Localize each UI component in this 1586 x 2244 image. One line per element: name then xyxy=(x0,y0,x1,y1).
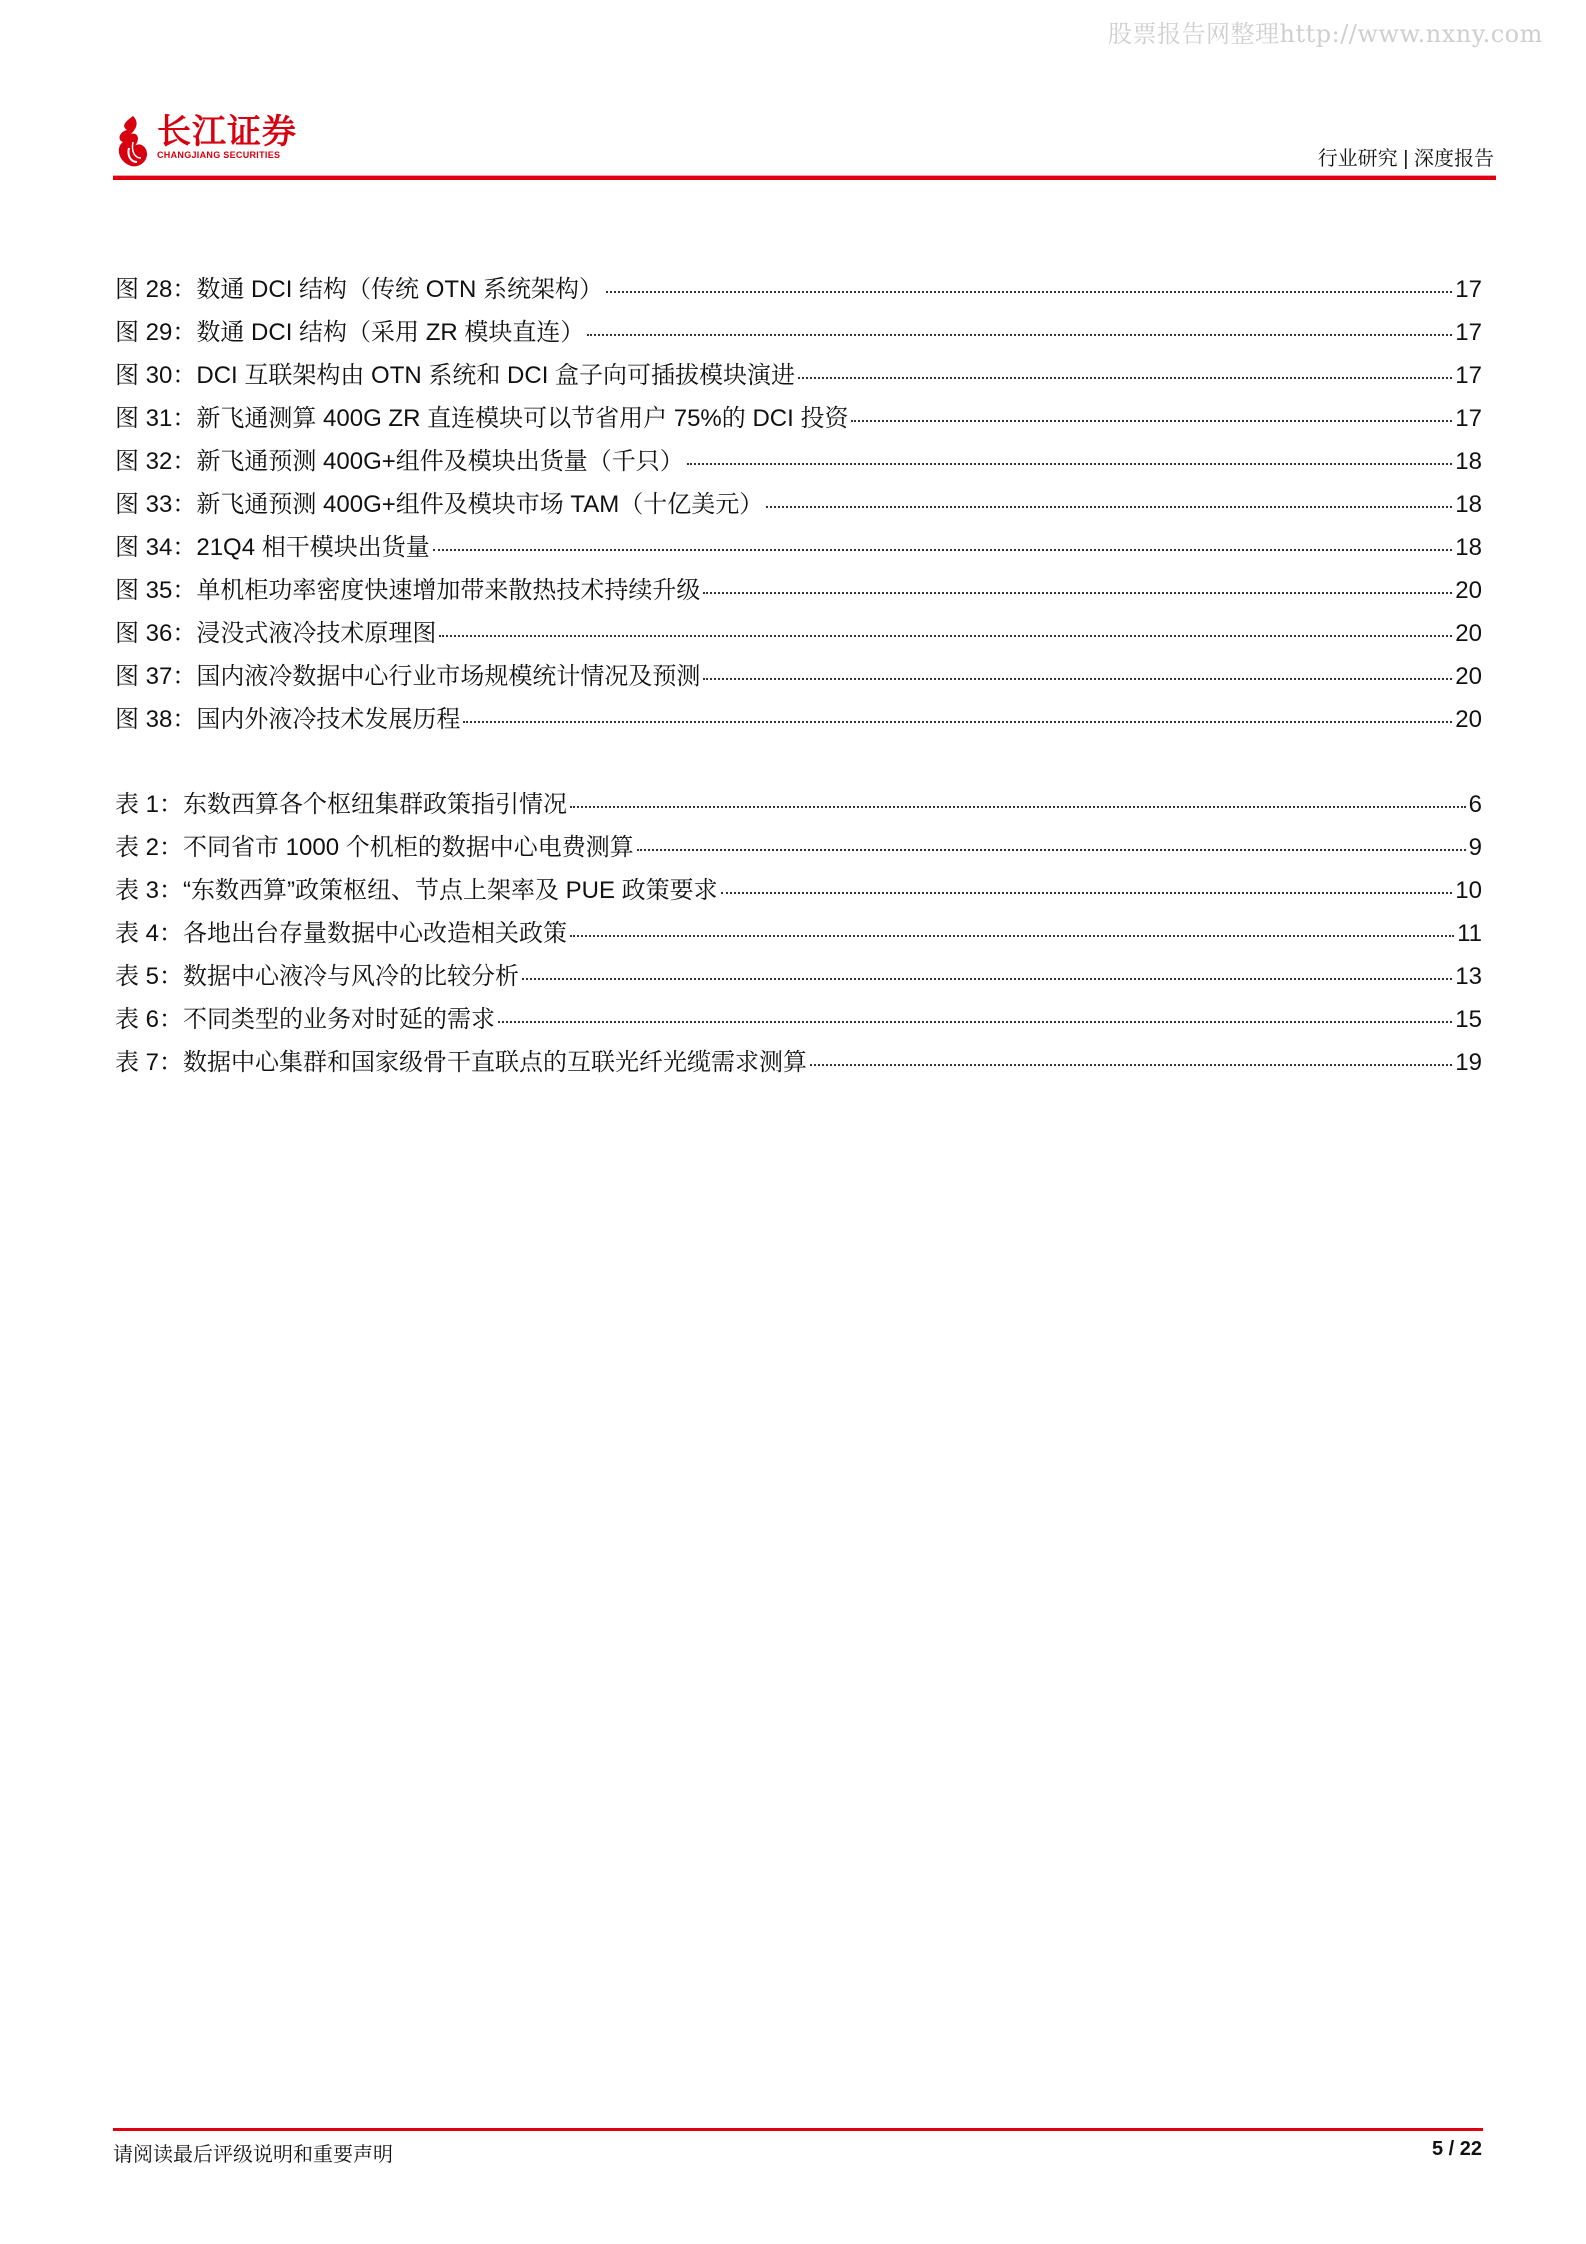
entry-title: 图 36：浸没式液冷技术原理图 xyxy=(115,620,437,647)
entry-title: 图 30：DCI 互联架构由 OTN 系统和 DCI 盒子向可插拔模块演进 xyxy=(115,362,796,389)
entry-page-number: 18 xyxy=(1455,448,1482,475)
entry-page-number: 11 xyxy=(1457,920,1482,947)
page-number: 5 / 22 xyxy=(1431,2138,1482,2160)
report-type-tag: 行业研究 | 深度报告 xyxy=(1317,148,1494,170)
company-logo xyxy=(113,112,297,168)
entry-title: 图 29：数通 DCI 结构（采用 ZR 模块直连） xyxy=(115,319,585,346)
dot-leader xyxy=(766,506,1452,508)
entry-title: 表 7：数据中心集群和国家级骨干直联点的互联光纤光缆需求测算 xyxy=(115,1049,808,1076)
dot-leader xyxy=(570,806,1466,808)
dot-leader xyxy=(810,1064,1452,1066)
phoenix-logo-icon xyxy=(113,112,153,168)
entry-page-number: 6 xyxy=(1468,791,1482,818)
entry-title: 图 28：数通 DCI 结构（传统 OTN 系统架构） xyxy=(115,276,604,303)
dot-leader xyxy=(439,635,1452,637)
figure-entry[interactable] xyxy=(115,447,1482,490)
dot-leader xyxy=(606,291,1452,293)
figure-entry[interactable] xyxy=(115,490,1482,533)
dot-leader xyxy=(721,892,1453,894)
entry-title: 图 34：21Q4 相干模块出货量 xyxy=(115,534,430,561)
figure-entry[interactable] xyxy=(115,318,1482,361)
table-entry[interactable] xyxy=(115,1048,1482,1091)
dot-leader xyxy=(798,377,1452,379)
entry-title: 图 32：新飞通预测 400G+组件及模块出货量（千只） xyxy=(115,448,684,475)
figure-entry[interactable] xyxy=(115,404,1482,447)
entry-page-number: 13 xyxy=(1455,963,1482,990)
logo-chinese-name: 长江证券 xyxy=(157,112,297,152)
dot-leader xyxy=(703,678,1452,680)
table-entry[interactable] xyxy=(115,1005,1482,1048)
figure-list xyxy=(115,275,1482,748)
entry-title: 图 33：新飞通预测 400G+组件及模块市场 TAM（十亿美元） xyxy=(115,491,764,518)
entry-page-number: 20 xyxy=(1455,577,1482,604)
dot-leader xyxy=(851,420,1452,422)
figure-entry[interactable] xyxy=(115,275,1482,318)
figure-entry[interactable] xyxy=(115,662,1482,705)
figure-entry[interactable] xyxy=(115,361,1482,404)
header-divider xyxy=(113,175,1496,180)
entry-title: 表 1：东数西算各个枢纽集群政策指引情况 xyxy=(115,791,568,818)
watermark: 股票报告网整理http://www.nxny.com xyxy=(1108,20,1543,48)
table-entry[interactable] xyxy=(115,833,1482,876)
logo-english-name: CHANGJIANG SECURITIES xyxy=(157,150,281,160)
disclaimer-note: 请阅读最后评级说明和重要声明 xyxy=(113,2144,393,2166)
entry-page-number: 17 xyxy=(1455,362,1482,389)
entry-title: 图 37：国内液冷数据中心行业市场规模统计情况及预测 xyxy=(115,663,701,690)
dot-leader xyxy=(687,463,1453,465)
entry-title: 图 31：新飞通测算 400G ZR 直连模块可以节省用户 75%的 DCI 投资 xyxy=(115,405,849,432)
entry-page-number: 17 xyxy=(1455,405,1482,432)
entry-title: 表 6：不同类型的业务对时延的需求 xyxy=(115,1006,496,1033)
dot-leader xyxy=(570,935,1454,937)
table-entry[interactable] xyxy=(115,876,1482,919)
dot-leader xyxy=(587,334,1452,336)
entry-page-number: 20 xyxy=(1455,706,1482,733)
entry-title: 图 35：单机柜功率密度快速增加带来散热技术持续升级 xyxy=(115,577,701,604)
dot-leader xyxy=(463,721,1452,723)
table-list xyxy=(115,790,1482,1091)
entry-page-number: 19 xyxy=(1455,1049,1482,1076)
dot-leader xyxy=(522,978,1452,980)
dot-leader xyxy=(703,592,1452,594)
entry-title: 表 2：不同省市 1000 个机柜的数据中心电费测算 xyxy=(115,834,634,861)
figure-entry[interactable] xyxy=(115,705,1482,748)
entry-page-number: 17 xyxy=(1455,319,1482,346)
entry-title: 图 38：国内外液冷技术发展历程 xyxy=(115,706,461,733)
dot-leader xyxy=(498,1021,1452,1023)
dot-leader xyxy=(637,849,1466,851)
entry-page-number: 20 xyxy=(1455,620,1482,647)
figure-entry[interactable] xyxy=(115,576,1482,619)
entry-page-number: 18 xyxy=(1455,534,1482,561)
table-entry[interactable] xyxy=(115,919,1482,962)
entry-page-number: 9 xyxy=(1468,834,1482,861)
entry-page-number: 18 xyxy=(1455,491,1482,518)
figure-entry[interactable] xyxy=(115,533,1482,576)
dot-leader xyxy=(433,549,1453,551)
footer-divider xyxy=(113,2128,1483,2131)
entry-title: 表 3：“东数西算”政策枢纽、节点上架率及 PUE 政策要求 xyxy=(115,877,718,904)
entry-title: 表 4：各地出台存量数据中心改造相关政策 xyxy=(115,920,568,947)
figure-entry[interactable] xyxy=(115,619,1482,662)
table-entry[interactable] xyxy=(115,790,1482,833)
entry-title: 表 5：数据中心液冷与风冷的比较分析 xyxy=(115,963,520,990)
entry-page-number: 17 xyxy=(1455,276,1482,303)
entry-page-number: 20 xyxy=(1455,663,1482,690)
entry-page-number: 15 xyxy=(1455,1006,1482,1033)
table-entry[interactable] xyxy=(115,962,1482,1005)
entry-page-number: 10 xyxy=(1455,877,1482,904)
